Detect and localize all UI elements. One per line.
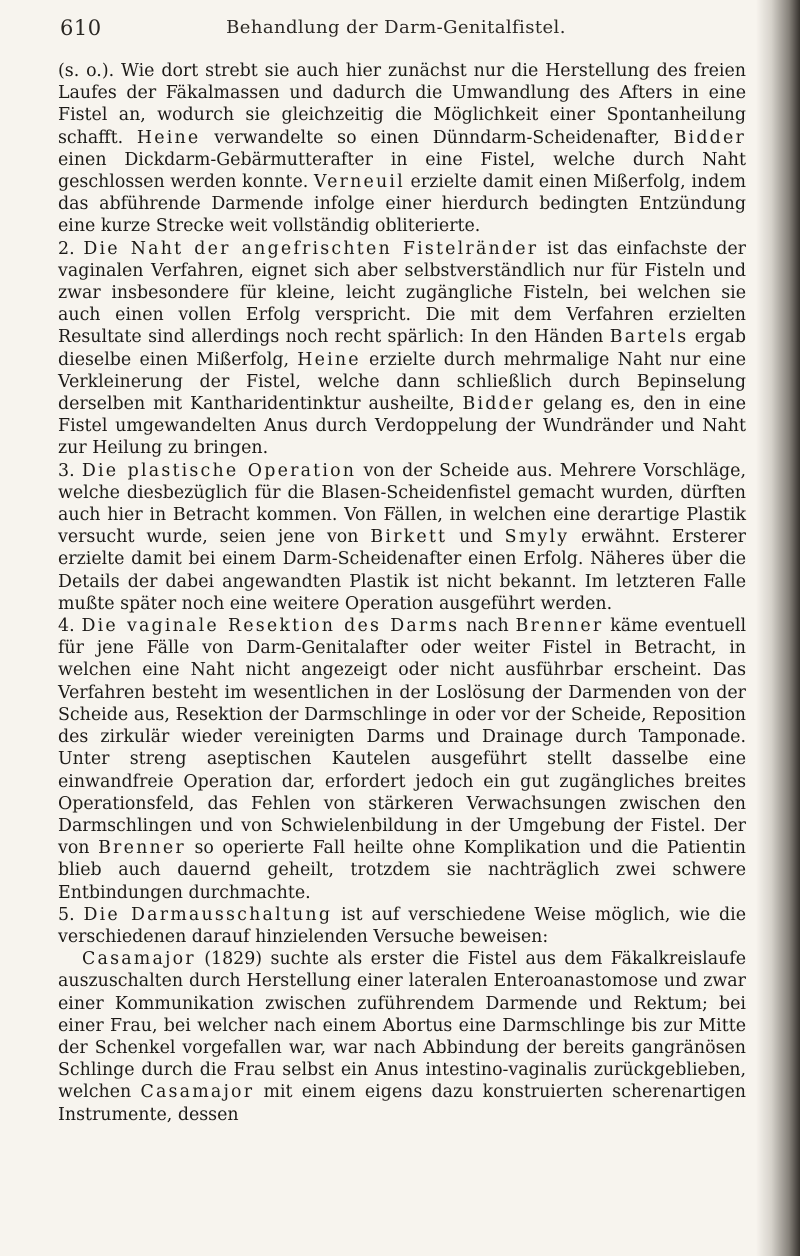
- text-run: erzielte durch mehrmalige Naht nur eine Verkleinerung der Fistel, welche dann schließlich durch Bepinselung derselben mit Kantharidentinktur ausheilte,: [58, 349, 746, 415]
- paragraph-6-casamajor: [58, 948, 746, 1126]
- emphasized-term: Die vaginale Resektion des Darms: [81, 616, 460, 637]
- text-run: von der Scheide aus. Mehrere Vorschläge, welche diesbezüglich für die Blasen-Scheidenfistel gemacht wurden, dürften auch hier in Betracht kommen. Von Fällen, in welchen eine derartige Plastik versucht wurde, seien jene von: [58, 460, 747, 548]
- body-text: [58, 60, 746, 1126]
- emphasized-term: Heine: [297, 349, 361, 370]
- text-run: einen Dickdarm-Gebärmutterafter in eine Fistel, welche durch Naht geschlossen werden konnte.: [58, 149, 746, 193]
- text-run: 3.: [58, 460, 82, 481]
- text-run: 4.: [58, 616, 82, 637]
- emphasized-term: Bidder: [673, 127, 746, 148]
- emphasized-term: Brenner: [515, 616, 604, 637]
- text-run: ergab dieselbe einen Mißerfolg,: [58, 327, 746, 370]
- emphasized-term: Verneuil: [313, 172, 405, 193]
- text-run: (s. o.). Wie dort strebt sie auch hier zunächst nur die Herstellung des freien Laufes der Fäkalmassen und dadurch die Umwandlung des Afters in eine Fistel an, wodurch sie gleichzeitig die Möglichkeit einer Spontanheilung schafft.: [58, 61, 746, 148]
- paragraph-4-vaginale-resektion: [58, 615, 746, 904]
- text-run: 2.: [58, 238, 84, 259]
- emphasized-term: Bartels: [609, 327, 689, 348]
- emphasized-term: Bidder: [462, 394, 535, 415]
- paragraph-5-darmausschaltung: [58, 904, 746, 948]
- text-run: käme eventuell für jene Fälle von Darm-Genitalafter oder weiter Fistel in Betracht, in welchen eine Naht nicht angezeigt oder nicht ausführbar erscheint. Das Verfahren besteht im wesentlichen in der Loslösung der Darmenden von der Scheide aus, Resektion der Darmschlinge in oder vor der Scheide, Reposition des zirkulär wieder vereinigten Darms und Drainage durch Tamponade. Unter streng aseptischen Kautelen ausgeführt stellt dasselbe eine einwandfreie Operation dar, erfordert jedoch ein gut zugängliches breites Operationsfeld, das Fehlen von stärkeren Verwachsungen zwischen den Darmschlingen und von Schwielenbildung in der Umgebung der Fistel. Der von: [58, 616, 747, 859]
- text-run: (1829) suchte als erster die Fistel aus dem Fäkalkreislaufe auszuschalten durch Herstellung einer lateralen Enteroanastomose und zwar einer Kommunikation zwischen zuführendem Darmende und Rektum; bei einer Frau, bei welcher nach einem Abortus eine Darmschlinge bis zur Mitte der Schenkel vorgefallen war, war nach Abbindung der bereits gangränösen Schlinge durch die Frau selbst ein Anus intestino-vaginalis zurückgeblieben, welchen: [58, 949, 746, 1103]
- text-run: gelang es, den in eine Fistel umgewandelten Anus durch Verdoppelung der Wundränder und Naht zur Heilung zu bringen.: [58, 394, 746, 459]
- page-number: 610: [60, 16, 102, 40]
- text-run: mit einem eigens dazu konstruierten scherenartigen Instrumente, dessen: [58, 1082, 747, 1125]
- page-header: [46, 12, 746, 44]
- emphasized-term: Casamajor: [82, 949, 196, 970]
- emphasized-term: Heine: [136, 127, 201, 148]
- text-run: nach: [459, 616, 516, 637]
- text-run: und: [447, 527, 505, 548]
- emphasized-term: Die Darmausschaltung: [83, 904, 333, 925]
- page-spine-shadow: [756, 0, 800, 1256]
- emphasized-term: Brenner: [98, 838, 186, 859]
- emphasized-term: Birkett: [370, 527, 448, 548]
- paragraph-2-naht: [58, 238, 746, 460]
- text-run: erwähnt. Ersterer erzielte damit bei einem Darm-Scheidenafter einen Erfolg. Näheres über die Details der dabei angewandten Plastik ist nicht bekannt. Im letzteren Falle mußte später noch eine weitere Operation ausgeführt werden.: [58, 527, 746, 614]
- emphasized-term: Smyly: [504, 527, 570, 548]
- text-run: so operierte Fall heilte ohne Komplikation und die Patientin blieb auch dauernd geheilt, trotzdem sie nachträglich zwei schwere Entbindungen durchmachte.: [58, 838, 746, 903]
- emphasized-term: Die Naht der angefrischten Fistelränder: [83, 238, 539, 259]
- text-run: 5.: [58, 904, 84, 925]
- paragraph-3-plastische-operation: [58, 460, 746, 615]
- paragraph-intro: [58, 60, 746, 238]
- running-title: Behandlung der Darm-Genitalfistel.: [226, 17, 566, 38]
- text-run: ist das einfachste der vaginalen Verfahren, eignet sich aber selbstverständlich nur für Fisteln und zwar insbesondere für kleine, leicht zugängliche Fisteln, bei welchen sie auch einen vollen Erfolg verspricht. Die mit dem Verfahren erzielten Resultate sind allerdings noch recht spärlich: In den Händen: [58, 238, 746, 348]
- text-run: verwandelte so einen Dünndarm-Scheidenafter,: [200, 127, 674, 148]
- emphasized-term: Casamajor: [140, 1082, 255, 1103]
- emphasized-term: Die plastische Operation: [81, 460, 357, 481]
- text-run: erzielte damit einen Mißerfolg, indem das abführende Darmende infolge einer hierdurch bedingten Entzündung eine kurze Strecke weit vollständig obliterierte.: [58, 172, 747, 237]
- text-run: ist auf verschiedene Weise möglich, wie die verschiedenen darauf hinzielenden Versuche beweisen:: [58, 904, 747, 947]
